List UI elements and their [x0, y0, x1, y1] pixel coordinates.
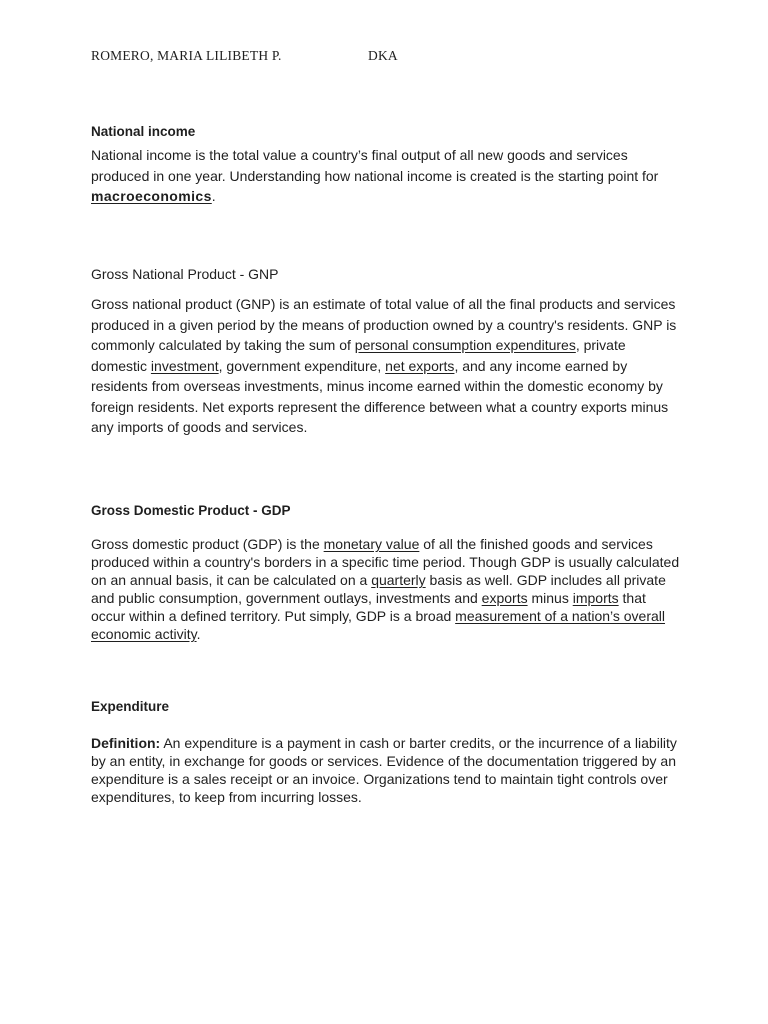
gnp-text-2: , private domestic [91, 337, 626, 374]
investment-link[interactable]: investment [150, 357, 219, 374]
gdp-text-5: that occur within a defined territory. Put simply, GDP is a broad [91, 590, 646, 624]
personal-consumption-expenditures-link[interactable]: personal consumption expenditures [354, 337, 576, 353]
section-gnp [91, 266, 681, 438]
expenditure-paragraph [91, 734, 681, 806]
gdp-heading: Gross Domestic Product - GDP [91, 503, 291, 518]
monetary-value-link[interactable]: monetary value [323, 536, 420, 552]
section-expenditure [91, 699, 681, 806]
expenditure-heading: Expenditure [91, 699, 170, 714]
macroeconomics-link[interactable]: macroeconomics [91, 188, 212, 204]
net-exports-link[interactable]: net exports [385, 357, 455, 374]
quarterly-link[interactable]: quarterly [371, 572, 426, 588]
national-income-text: National income is the total value a country’s final output of all new goods and services produced in one year. Understanding how national income is created is the starting point for [91, 147, 659, 184]
gdp-text-4: minus [527, 590, 573, 606]
gdp-text-1: Gross domestic product (GDP) is the [91, 536, 324, 552]
gdp-paragraph [91, 535, 681, 643]
section-gdp [91, 503, 681, 643]
gdp-text-6: . [196, 626, 201, 642]
gnp-heading: Gross National Product - GNP [91, 266, 279, 282]
section-national-income [91, 124, 681, 207]
definition-text: An expenditure is a payment in cash or barter credits, or the incurrence of a liability by an entity, in exchange for goods or services. Evidence of the documentation triggered by an expenditure is a sales receipt or an invoice. Organizations tend to maintain tight controls over expenditures, to keep from incurring losses. [91, 735, 677, 805]
exports-link[interactable]: exports [481, 590, 528, 606]
course-code: DKA [368, 48, 398, 63]
gnp-paragraph [91, 294, 681, 438]
measurement-economic-activity-link[interactable]: measurement of a nation’s overall economic activity [91, 608, 666, 642]
definition-label: Definition: [91, 735, 161, 751]
national-income-text-end: . [211, 188, 216, 204]
gdp-text-3: basis as well. GDP includes all private and public consumption, government outlays, investments and [91, 572, 666, 606]
document-header [91, 48, 691, 64]
national-income-paragraph [91, 145, 681, 207]
imports-link[interactable]: imports [572, 590, 619, 606]
gnp-text-1: Gross national product (GNP) is an estimate of total value of all the final products and services produced in a given period by the means of production owned by a country's residents. GNP is commonly calculated by taking the sum of [91, 296, 677, 353]
gnp-text-3: , government expenditure, [218, 357, 386, 374]
gnp-text-4: , and any income earned by residents from overseas investments, minus income earned within the domestic economy by foreign residents. Net exports represent the difference between what a country exports minus any imports of goods and services. [91, 357, 669, 435]
author-name: ROMERO, MARIA LILIBETH P. [91, 48, 282, 63]
national-income-heading: National income [91, 124, 196, 139]
gdp-text-2: of all the finished goods and services produced within a country's borders in a specific time period. Though GDP is usually calculated on an annual basis, it can be calculated on a [91, 536, 680, 588]
